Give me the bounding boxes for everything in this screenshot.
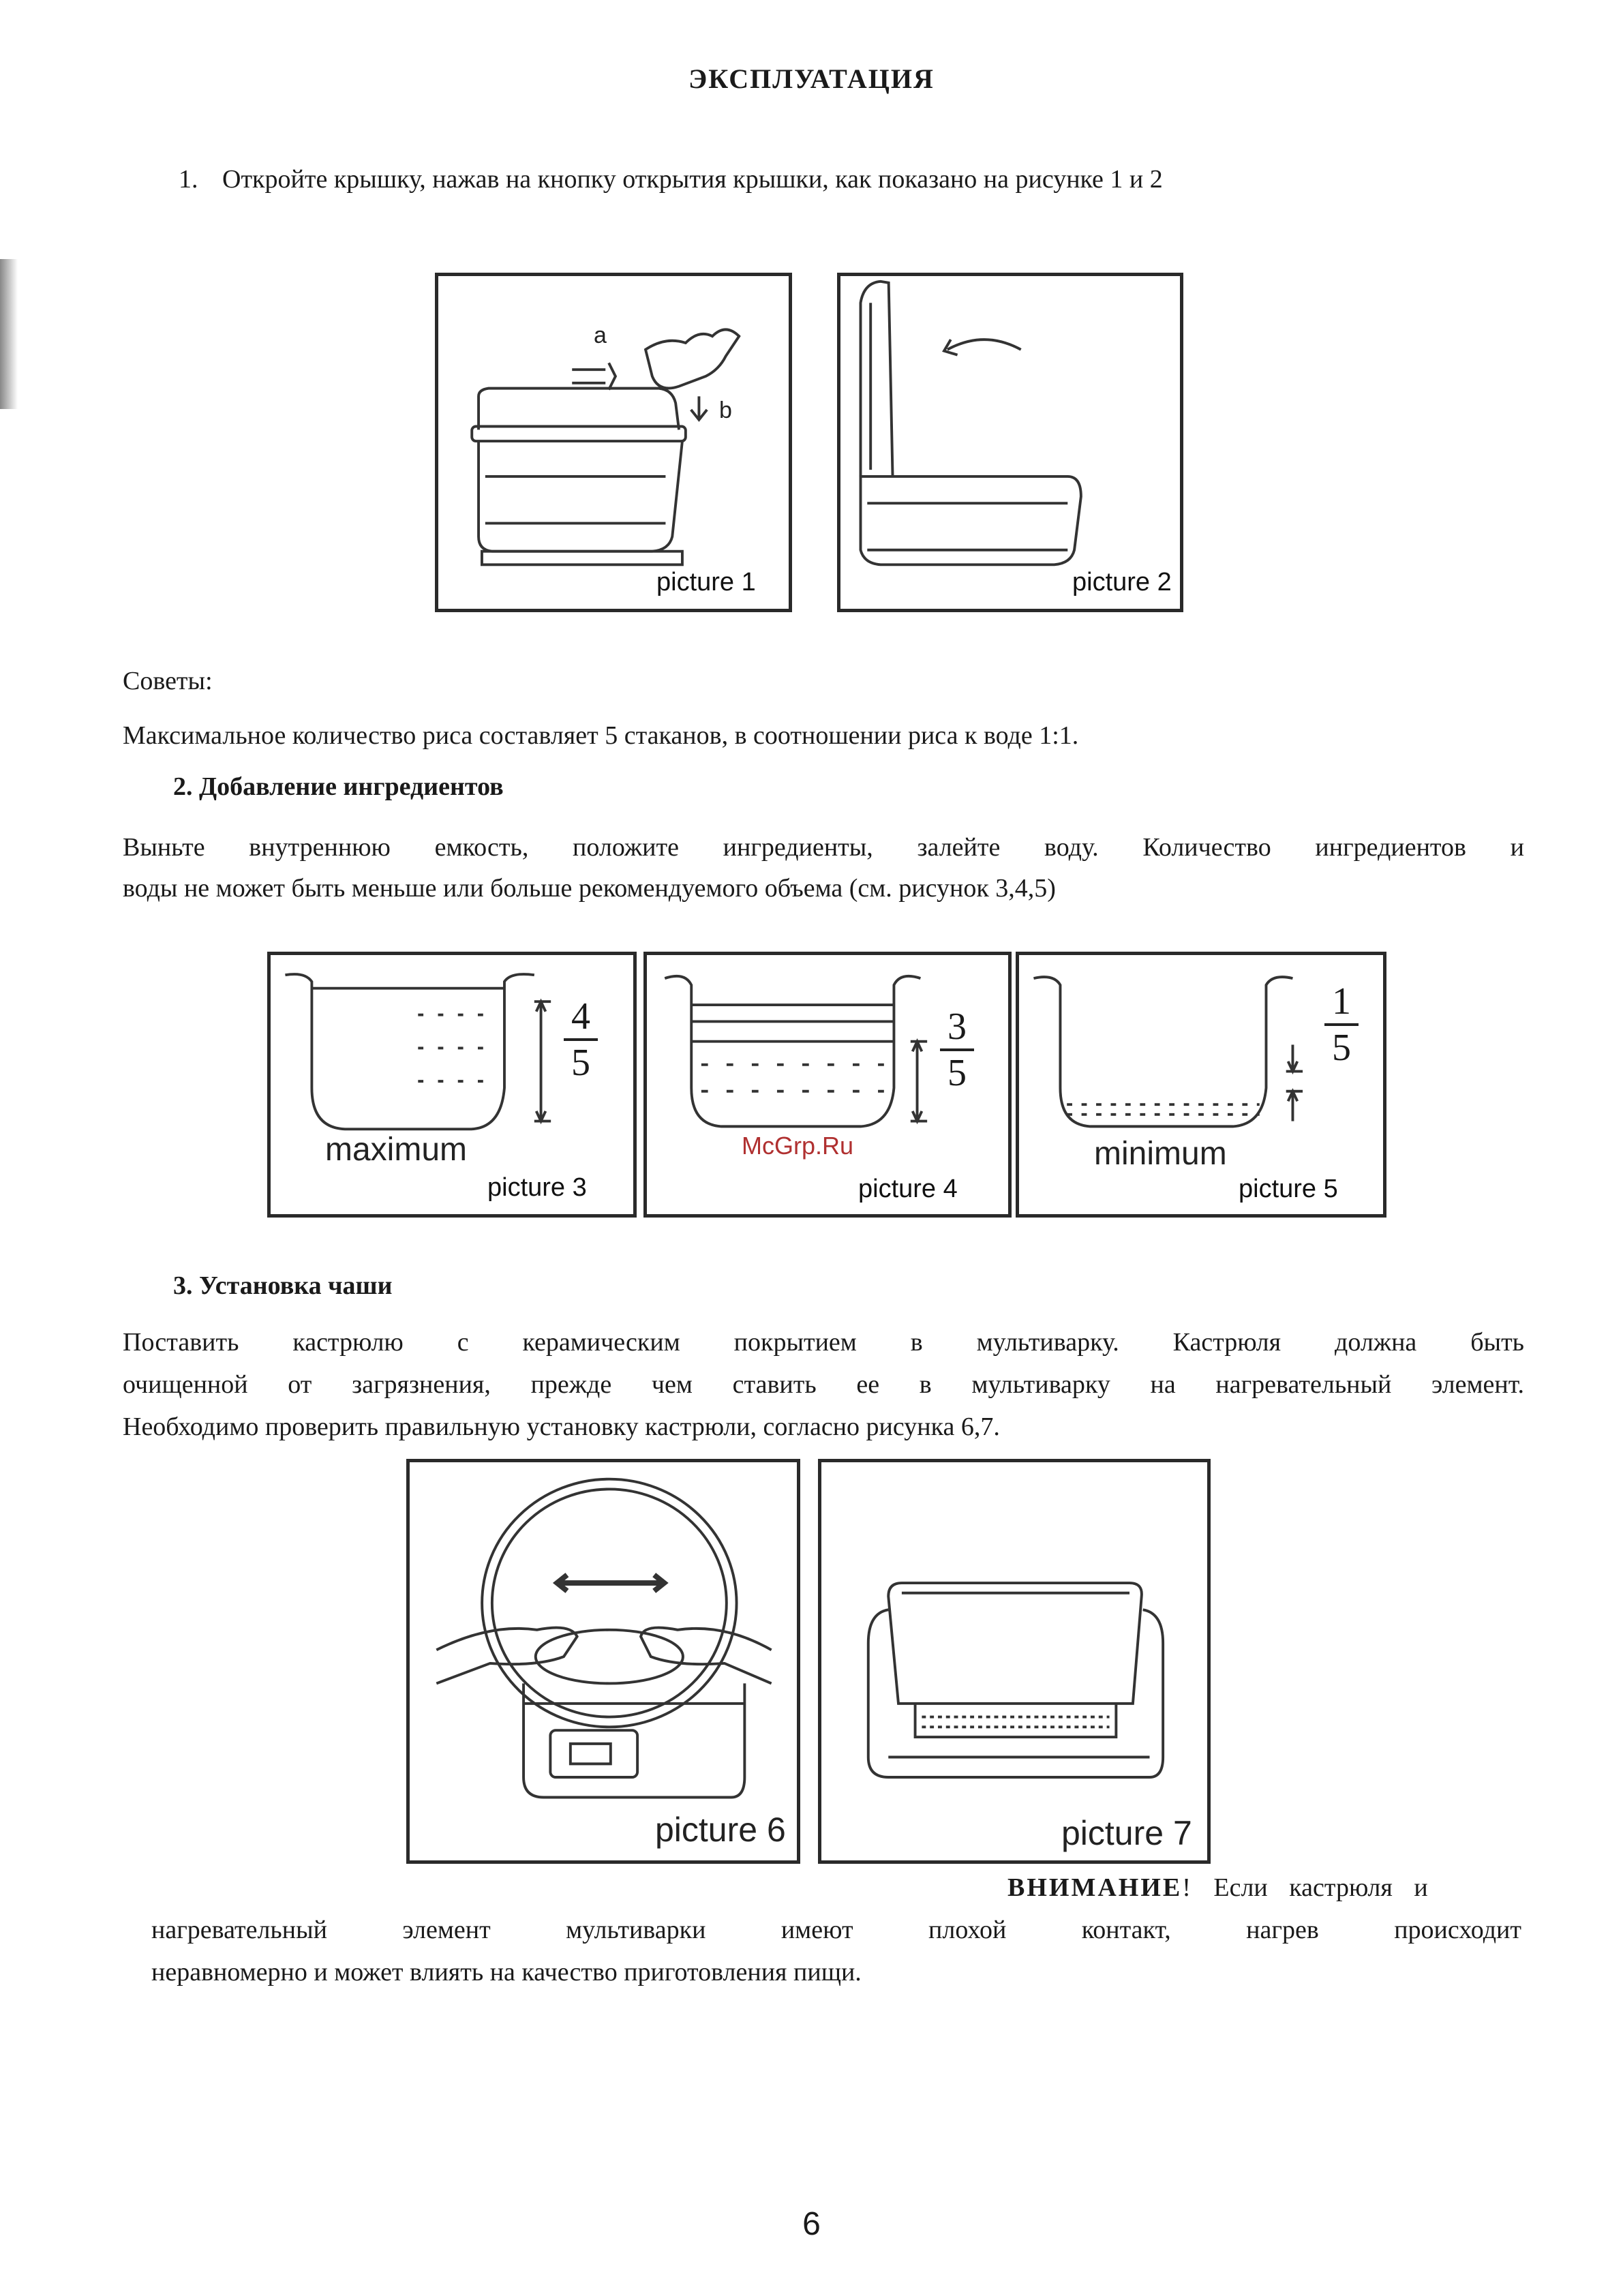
page-title: ЭКСПЛУАТАЦИЯ (688, 63, 935, 94)
warning-line1-rest: Если кастрюля и (1213, 1873, 1428, 1902)
minimum-label: minimum (1094, 1136, 1227, 1172)
maximum-label: maximum (325, 1132, 468, 1168)
figure-picture-6 (406, 1459, 800, 1864)
figure-picture-7 (818, 1459, 1211, 1864)
section3-heading: 3. Установка чаши (173, 1271, 393, 1300)
picture-1-caption: picture 1 (656, 568, 756, 596)
fraction-numerator: 3 (947, 1006, 967, 1048)
arrow-label-b: b (719, 397, 732, 423)
warning-line1 (1007, 1867, 1428, 1909)
fraction-denominator: 5 (947, 1052, 967, 1094)
figure-picture-1 (435, 273, 792, 612)
figure-picture-2 (837, 273, 1183, 612)
section2-line1: Выньте внутреннюю емкость, положите ингредиенты, залейте воду. Количество ингредиентов и (123, 833, 1524, 862)
watermark: McGrp.Ru (742, 1132, 854, 1160)
picture-3-caption: picture 3 (487, 1173, 587, 1202)
fraction-numerator: 4 (571, 995, 590, 1038)
section1-number: 1. (179, 165, 198, 194)
warning-line2: нагревательный элемент мультиварки имеют плохой контакт, нагрев происходит (151, 1916, 1521, 1944)
fraction-3-5 (940, 1006, 974, 1093)
pot-installed-illustration (821, 1462, 1207, 1860)
fraction-1-5 (1324, 981, 1359, 1068)
picture-4-caption: picture 4 (858, 1175, 958, 1203)
section3-line1: Поставить кастрюлю с керамическим покрытием в мультиварку. Кастрюля должна быть (123, 1328, 1524, 1357)
picture-6-caption: picture 6 (655, 1811, 786, 1849)
picture-7-caption: picture 7 (1061, 1814, 1192, 1852)
warning-exclamation: ! (1182, 1873, 1191, 1902)
placing-pot-hands-illustration (410, 1462, 797, 1860)
scan-edge-shadow (0, 259, 18, 409)
figure-picture-3 (267, 952, 637, 1218)
section3-line3: Необходимо проверить правильную установку кастрюли, согласно рисунка 6,7. (123, 1413, 1000, 1441)
tips-heading: Советы: (123, 667, 213, 695)
picture-2-caption: picture 2 (1072, 568, 1172, 596)
section3-line2: очищенной от загрязнения, прежде чем ставить ее в мультиварку на нагревательный элемент. (123, 1370, 1524, 1399)
section1-text: Откройте крышку, нажав на кнопку открытия крышки, как показано на рисунке 1 и 2 (222, 165, 1163, 194)
warning-label: ВНИМАНИЕ (1007, 1873, 1183, 1902)
tips-text: Максимальное количество риса составляет 5 стаканов, в соотношении риса к воде 1:1. (123, 721, 1079, 750)
rice-cooker-lid-button-illustration (438, 276, 789, 609)
section2-heading: 2. Добавление ингредиентов (173, 772, 504, 801)
arrow-label-a: a (594, 322, 607, 348)
figure-picture-4 (643, 952, 1012, 1218)
fraction-denominator: 5 (571, 1042, 590, 1084)
fraction-numerator: 1 (1332, 980, 1351, 1023)
warning-line3: неравномерно и может влиять на качество приготовления пищи. (151, 1958, 862, 1987)
fraction-4-5 (564, 996, 598, 1083)
figure-picture-5 (1016, 952, 1386, 1218)
page-number: 6 (802, 2206, 821, 2242)
fraction-denominator: 5 (1332, 1027, 1351, 1069)
section2-line2: воды не может быть меньше или больше рекомендуемого объема (см. рисунок 3,4,5) (123, 874, 1056, 903)
picture-5-caption: picture 5 (1239, 1175, 1338, 1203)
rice-cooker-open-lid-illustration (840, 276, 1180, 609)
